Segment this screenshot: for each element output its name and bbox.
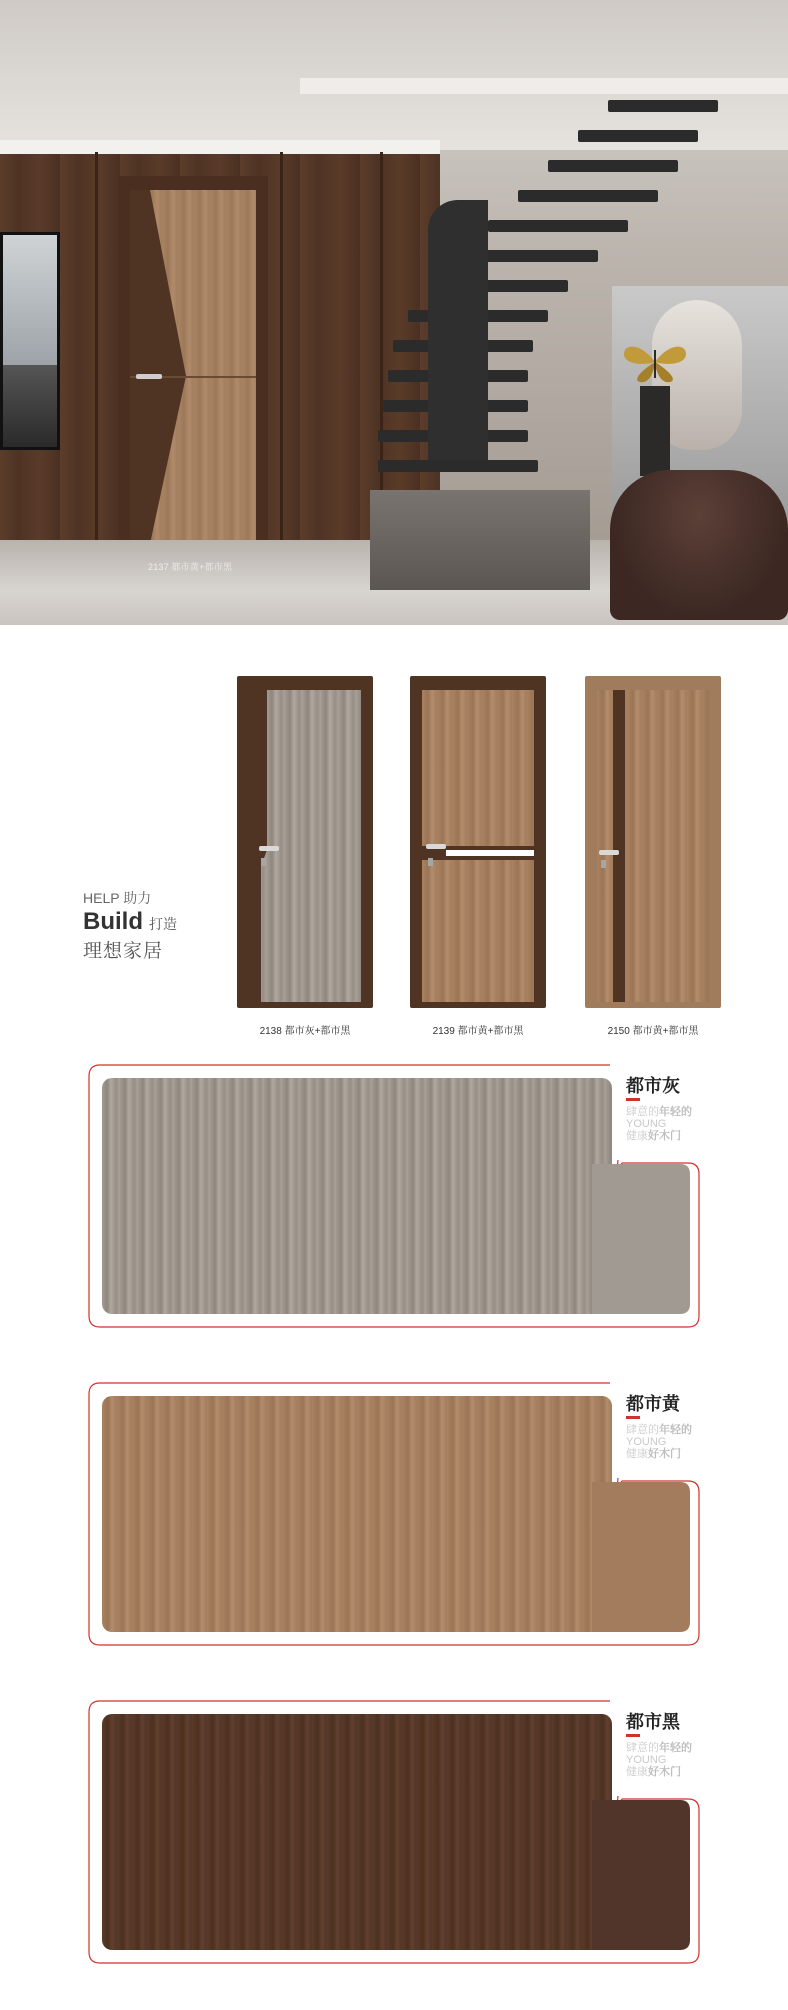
slogan-free: 肆意的 xyxy=(626,1742,659,1754)
door-product-2138[interactable] xyxy=(237,676,373,1037)
swatch-accent-bar xyxy=(626,1098,640,1101)
stair-step xyxy=(378,460,538,472)
door-product-2150[interactable] xyxy=(585,676,721,1037)
slogan-health: 健康 xyxy=(626,1448,648,1460)
swatch-notch-fill xyxy=(592,1482,692,1632)
butterfly-sculpture xyxy=(620,340,690,384)
swatch-slogan xyxy=(626,1106,692,1142)
swatch-card-gray xyxy=(88,1064,700,1328)
hero-door-dark-inlay xyxy=(130,190,186,544)
slogan-young: 年轻的 xyxy=(659,1106,692,1118)
swatch-card-yellow xyxy=(88,1382,700,1646)
wood-swatch-black xyxy=(102,1714,612,1950)
swatch-slogan xyxy=(626,1742,692,1778)
wall-seam xyxy=(280,152,283,552)
marble-stair-base xyxy=(370,490,590,590)
stair-step xyxy=(488,220,628,232)
hero-caption: 2137 都市黄+都市黑 xyxy=(148,562,233,572)
slogan-young-en: YOUNG xyxy=(626,1118,667,1130)
swatch-notch-fill xyxy=(592,1164,692,1314)
door-glass-strip xyxy=(446,850,534,856)
door-lock xyxy=(428,858,433,866)
lounge-chair xyxy=(610,470,788,620)
stair-step xyxy=(518,190,658,202)
bridge-painting xyxy=(0,232,60,450)
swatch-card-black xyxy=(88,1700,700,1964)
hero-interior-photo xyxy=(0,0,788,625)
stair-step xyxy=(548,160,678,172)
sculpture-stand xyxy=(640,386,670,476)
slogan-young: 年轻的 xyxy=(659,1742,692,1754)
door-handle xyxy=(599,850,619,855)
swatch-accent-bar xyxy=(626,1734,640,1737)
door-lock xyxy=(261,858,266,866)
door-label: 2138 都市灰+都市黑 xyxy=(259,1026,351,1037)
stair-step xyxy=(608,100,718,112)
door-lock xyxy=(601,860,606,868)
slogan-good-door: 好木门 xyxy=(648,1448,681,1460)
hero-door-inlay xyxy=(130,190,256,544)
hero-door-handle xyxy=(136,374,162,379)
slogan-young: 年轻的 xyxy=(659,1424,692,1436)
swatch-slogan xyxy=(626,1424,692,1460)
painting-sky xyxy=(3,235,57,365)
slogan-health: 健康 xyxy=(626,1130,648,1142)
stair-stringer xyxy=(428,200,488,460)
slogan-good-door: 好木门 xyxy=(648,1766,681,1778)
swatch-title-yellow: 都市黄 xyxy=(626,1394,680,1414)
slogan-free: 肆意的 xyxy=(626,1424,659,1436)
door-dark-stripe xyxy=(613,690,625,1002)
door-label: 2150 都市黄+都市黑 xyxy=(607,1026,699,1037)
swatch-title-black: 都市黑 xyxy=(626,1712,680,1732)
painting-town xyxy=(3,365,57,447)
slogan-young-en: YOUNG xyxy=(626,1754,667,1766)
slogan-free: 肆意的 xyxy=(626,1106,659,1118)
slogan-health: 健康 xyxy=(626,1766,648,1778)
door-label: 2139 都市黄+都市黑 xyxy=(432,1026,524,1037)
door-handle xyxy=(259,846,279,851)
wall-seam xyxy=(95,152,98,552)
wood-swatch-yellow xyxy=(102,1396,612,1632)
door-handle xyxy=(426,844,446,849)
wood-swatch-gray xyxy=(102,1078,612,1314)
build-heading xyxy=(83,908,177,936)
slogan-good-door: 好木门 xyxy=(648,1130,681,1142)
build-word: Build xyxy=(83,908,143,935)
ideal-home-text: 理想家居 xyxy=(83,941,164,962)
swatch-accent-bar xyxy=(626,1416,640,1419)
stair-step xyxy=(578,130,698,142)
swatch-title-gray: 都市灰 xyxy=(626,1076,680,1096)
swatch-notch-fill xyxy=(592,1800,692,1950)
slogan-young-en: YOUNG xyxy=(626,1436,667,1448)
help-text: HELP 助力 xyxy=(83,890,152,906)
build-sub: 打造 xyxy=(149,916,177,932)
door-product-2139[interactable] xyxy=(410,676,546,1037)
